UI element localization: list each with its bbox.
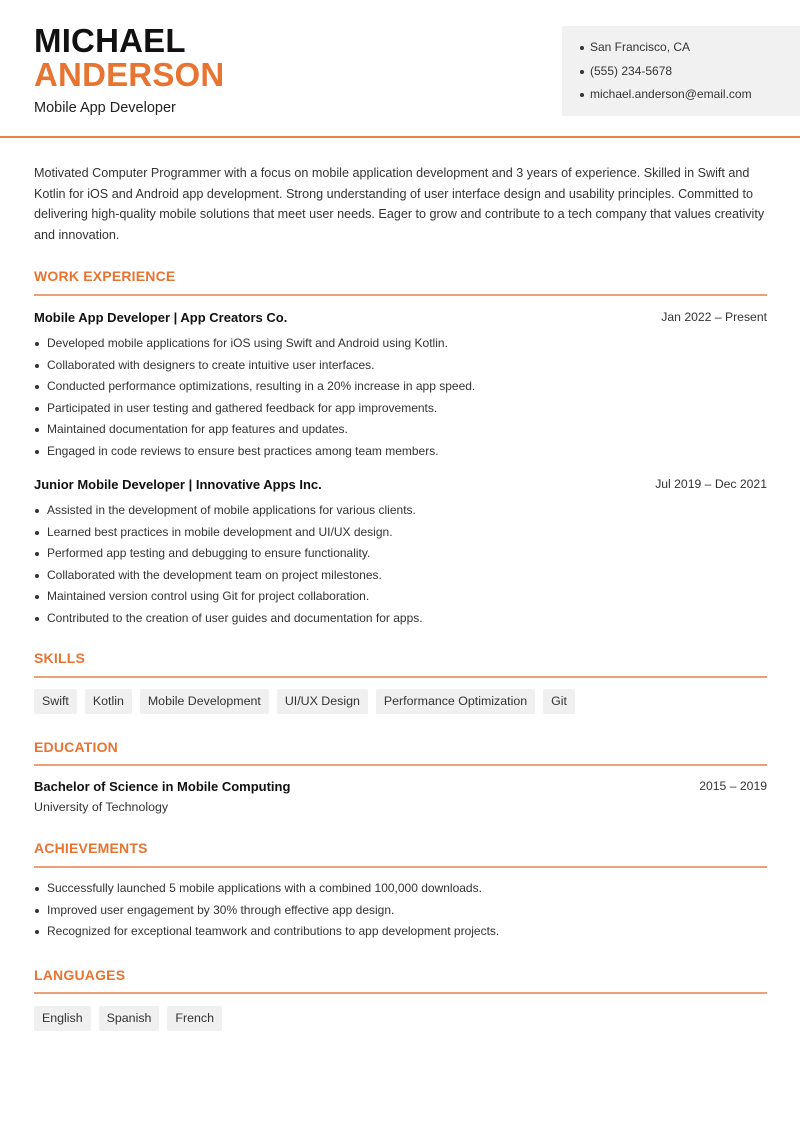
list-item: Assisted in the development of mobile applications for various clients. — [34, 503, 764, 525]
section-title-work: WORK EXPERIENCE — [34, 268, 176, 284]
school-name: University of Technology — [34, 800, 169, 814]
list-item: Successfully launched 5 mobile applications with a combined 100,000 downloads. — [34, 881, 764, 903]
education-date: 2015 – 2019 — [699, 779, 767, 793]
section-title-languages: LANGUAGES — [34, 967, 126, 983]
section-divider — [34, 764, 767, 766]
first-name: MICHAEL — [34, 22, 186, 59]
skills-tags — [34, 689, 575, 714]
list-item: Performed app testing and debugging to ensure functionality. — [34, 546, 764, 568]
job-title: Junior Mobile Developer | Innovative Apps Inc. — [34, 477, 322, 492]
list-item: Conducted performance optimizations, resulting in a 20% increase in app speed. — [34, 379, 764, 401]
list-item: Collaborated with the development team on project milestones. — [34, 568, 764, 590]
list-item: Maintained version control using Git for project collaboration. — [34, 589, 764, 611]
language-tag: French — [167, 1006, 222, 1031]
job-title: Mobile App Developer | App Creators Co. — [34, 310, 288, 325]
language-tags — [34, 1006, 222, 1031]
skill-tag: UI/UX Design — [277, 689, 368, 714]
section-title-skills: SKILLS — [34, 650, 85, 666]
skill-tag: Git — [543, 689, 575, 714]
achievement-bullets — [34, 881, 764, 946]
job-role: Mobile App Developer — [34, 100, 176, 116]
contact-phone: (555) 234-5678 — [580, 64, 800, 88]
last-name: ANDERSON — [34, 56, 225, 93]
skill-tag: Mobile Development — [140, 689, 269, 714]
professional-summary: Motivated Computer Programmer with a focus on mobile application development and 3 years of experience. Skilled in Swift and Kotlin for iOS and Android app development. Strong understanding of user interface design and usability principles. Committed to delivering high-quality mobile solutions that meet user needs. Eager to grow and contribute to a tech company that values creativity and innovation. — [34, 166, 765, 243]
list-item: Developed mobile applications for iOS using Swift and Android using Kotlin. — [34, 336, 764, 358]
degree-title: Bachelor of Science in Mobile Computing — [34, 779, 291, 794]
language-tag: English — [34, 1006, 91, 1031]
list-item: Contributed to the creation of user guides and documentation for apps. — [34, 611, 764, 633]
section-divider — [34, 676, 767, 678]
contact-location: San Francisco, CA — [580, 40, 800, 64]
skill-tag: Performance Optimization — [376, 689, 535, 714]
list-item: Improved user engagement by 30% through effective app design. — [34, 903, 764, 925]
language-tag: Spanish — [99, 1006, 160, 1031]
section-divider — [34, 866, 767, 868]
job-bullets — [34, 503, 764, 632]
section-divider — [34, 294, 767, 296]
list-item: Maintained documentation for app features and updates. — [34, 422, 764, 444]
job-bullets — [34, 336, 764, 465]
list-item: Engaged in code reviews to ensure best practices among team members. — [34, 444, 764, 466]
list-item: Learned best practices in mobile development and UI/UX design. — [34, 525, 764, 547]
resume-header — [0, 0, 800, 138]
contact-email[interactable]: michael.anderson@email.com — [580, 87, 800, 111]
contact-box — [562, 26, 800, 116]
section-divider — [34, 992, 767, 994]
list-item: Collaborated with designers to create intuitive user interfaces. — [34, 358, 764, 380]
list-item: Participated in user testing and gathered feedback for app improvements. — [34, 401, 764, 423]
skill-tag: Kotlin — [85, 689, 132, 714]
section-title-achievements: ACHIEVEMENTS — [34, 840, 148, 856]
list-item: Recognized for exceptional teamwork and contributions to app development projects. — [34, 924, 764, 946]
section-title-education: EDUCATION — [34, 739, 118, 755]
candidate-name — [34, 24, 224, 91]
job-date: Jul 2019 – Dec 2021 — [655, 477, 767, 491]
skill-tag: Swift — [34, 689, 77, 714]
job-date: Jan 2022 – Present — [661, 310, 767, 324]
